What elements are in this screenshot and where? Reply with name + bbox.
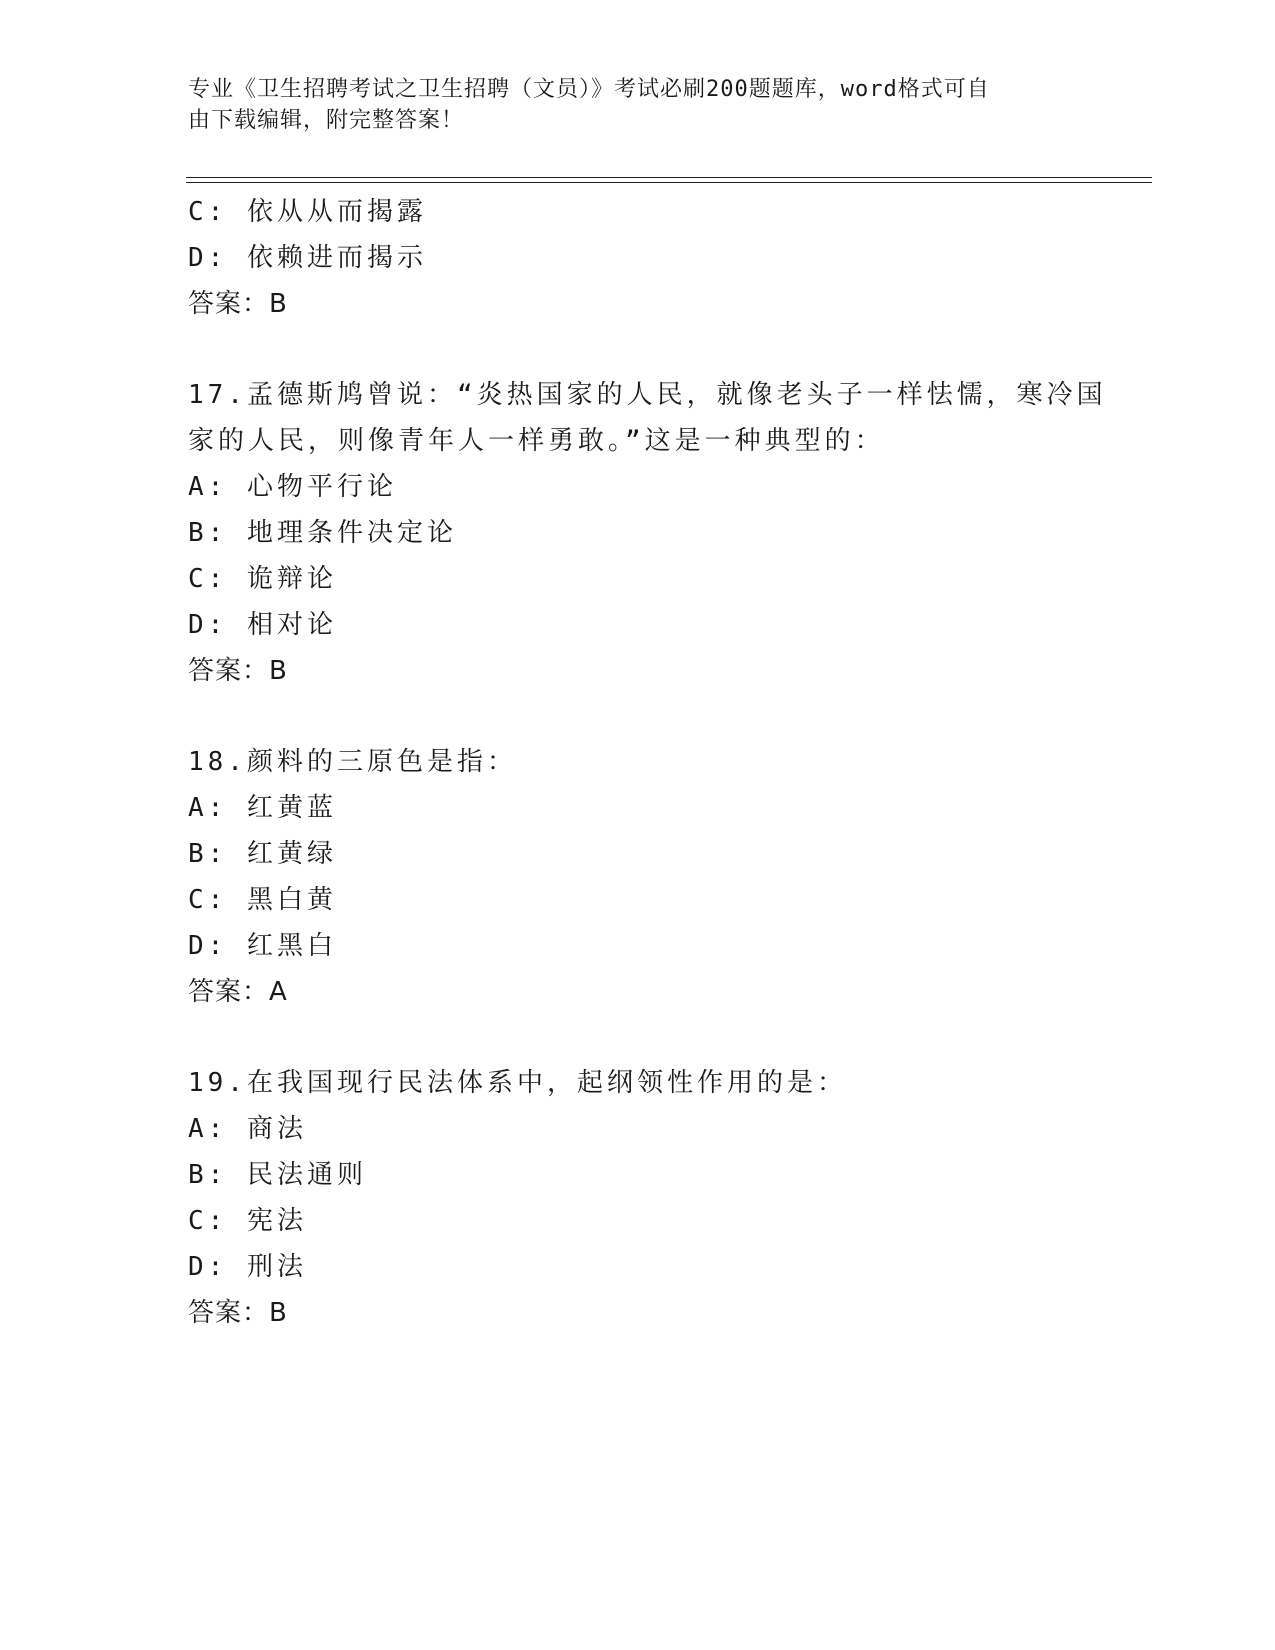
- option-text: 黑白黄: [246, 885, 337, 915]
- option-letter: D:: [188, 610, 228, 640]
- header-divider-top: [186, 177, 1152, 178]
- option-letter: D:: [188, 1252, 228, 1282]
- option-b: [188, 831, 1088, 877]
- header-line-1: 专业《卫生招聘考试之卫生招聘（文员）》考试必刷200题题库，word格式可自: [188, 77, 990, 102]
- option-letter: D:: [188, 243, 228, 273]
- option-letter: A:: [188, 793, 228, 823]
- option-text: 刑法: [246, 1252, 307, 1282]
- question-text-line-2: 家的人民，则像青年人一样勇敢。”这是一种典型的：: [188, 426, 885, 456]
- option-letter: C:: [188, 1206, 228, 1236]
- question-17: [188, 372, 1107, 694]
- document-header: [188, 74, 1068, 136]
- option-letter: C:: [188, 197, 228, 227]
- option-text: 心物平行论: [246, 472, 397, 502]
- answer-line: 答案：B: [188, 656, 288, 686]
- question-19: [188, 1060, 1088, 1336]
- option-text: 红黑白: [246, 931, 337, 961]
- option-text: 宪法: [246, 1206, 307, 1236]
- option-letter: B:: [188, 1160, 228, 1190]
- option-text: 相对论: [246, 610, 337, 640]
- option-text: 依赖进而揭示: [246, 243, 427, 273]
- answer-line: 答案：B: [188, 289, 288, 319]
- option-text: 诡辩论: [246, 564, 337, 594]
- option-letter: C:: [188, 564, 228, 594]
- option-text: 红黄绿: [246, 839, 337, 869]
- questions-content: [188, 189, 1107, 1336]
- option-letter: A:: [188, 1114, 228, 1144]
- question-text-line-1: 19.在我国现行民法体系中，起纲领性作用的是：: [188, 1068, 847, 1098]
- option-c: [188, 556, 1088, 602]
- option-letter: B:: [188, 839, 228, 869]
- option-c: [188, 877, 1088, 923]
- prev-question-block: [188, 189, 1088, 327]
- header-divider-bottom: [186, 182, 1152, 183]
- option-text: 依从从而揭露: [246, 197, 427, 227]
- option-a: [188, 1106, 1088, 1152]
- answer-line: 答案：A: [188, 977, 288, 1007]
- answer-line: 答案：B: [188, 1298, 288, 1328]
- option-a: [188, 785, 1088, 831]
- option-d: [188, 1244, 1088, 1290]
- option-d: [188, 923, 1088, 969]
- option-c: [188, 1198, 1088, 1244]
- option-text: 商法: [246, 1114, 307, 1144]
- option-text: 民法通则: [246, 1160, 367, 1190]
- header-line-2: 由下载编辑，附完整答案！: [188, 108, 465, 133]
- option-c: [188, 189, 1088, 235]
- question-18: [188, 739, 1088, 1015]
- option-b: [188, 1152, 1088, 1198]
- option-a: [188, 464, 1088, 510]
- option-letter: A:: [188, 472, 228, 502]
- option-d: [188, 235, 1088, 281]
- option-d: [188, 602, 1088, 648]
- question-text-line-1: 17.孟德斯鸠曾说：“炎热国家的人民，就像老头子一样怯懦，寒冷国: [188, 380, 1107, 410]
- option-letter: C:: [188, 885, 228, 915]
- option-letter: D:: [188, 931, 228, 961]
- option-text: 地理条件决定论: [246, 518, 457, 548]
- option-b: [188, 510, 1088, 556]
- option-letter: B:: [188, 518, 228, 548]
- option-text: 红黄蓝: [246, 793, 337, 823]
- question-text-line-1: 18.颜料的三原色是指：: [188, 747, 517, 777]
